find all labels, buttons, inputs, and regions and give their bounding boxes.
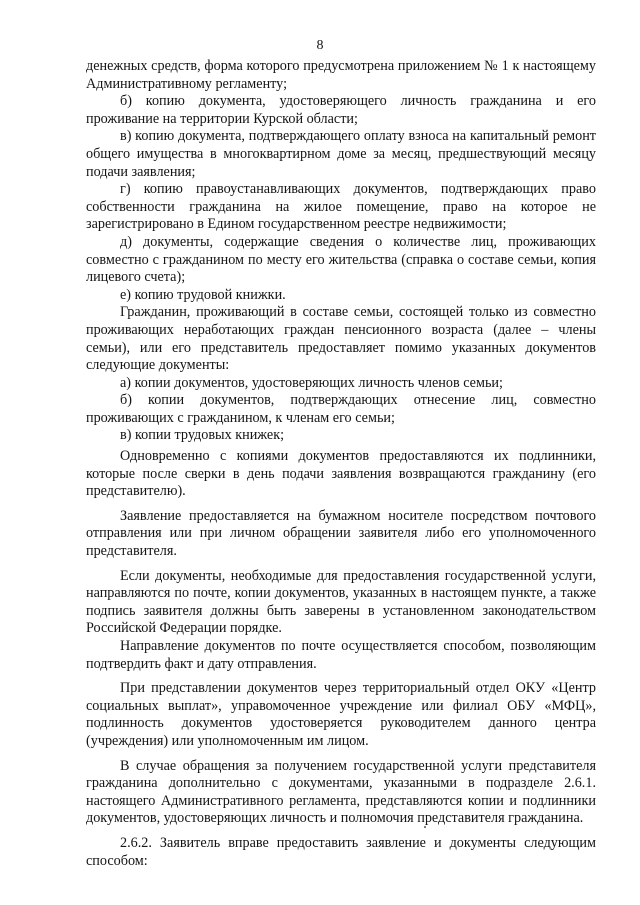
paragraph-mail-confirmation: Направление документов по почте осуществляется способом, позволяющим подтвердить факт и дату отправления. — [86, 638, 596, 672]
paragraph-continuation: денежных средств, форма которого предусмотрена приложением № 1 к настоящему Административному регламенту; — [86, 58, 596, 92]
list-item-e: е) копию трудовой книжки. — [120, 286, 286, 303]
page-number: 8 — [316, 38, 324, 53]
list-item-v: в) копию документа, подтверждающего оплату взноса на капитальный ремонт общего имущества в многоквартирном доме за месяц, предшествующий месяцу подачи заявления; — [86, 128, 596, 180]
family-list-item-b: б) копии документов, подтверждающих отнесение лиц, совместно проживающих с гражданином, к членам его семьи; — [86, 392, 596, 426]
list-item-b: б) копию документа, удостоверяющего личность гражданина и его проживание на территории Курской области; — [86, 93, 596, 127]
list-item-g: г) копию правоустанавливающих документов, подтверждающих право собственности гражданина на жилое помещение, право на которое не зарегистрировано в Едином государственном реестре недвижимости; — [86, 181, 596, 233]
family-list-item-a: а) копии документов, удостоверяющих личность членов семьи; — [120, 374, 503, 391]
paragraph-representative: В случае обращения за получением государственной услуги представителя гражданина дополнительно с документами, указанными в подразделе 2.6.1. настоящего Административного регламента, представляются копии и подлинники документов, удостоверяющих личность и полномочия представителя гражданина. — [86, 757, 596, 827]
paragraph-territorial-office: При представлении документов через территориальный отдел ОКУ «Центр социальных выплат», управомоченное учреждение или филиал ОБУ «МФЦ», подлинность документов удостоверяется руководителем данного центра (учреждения) или уполномоченным им лицом. — [86, 680, 596, 749]
paragraph-originals: Одновременно с копиями документов предоставляются их подлинники, которые после сверки в день подачи заявления возвращаются гражданину (его представителю). — [86, 448, 596, 500]
scan-speck — [424, 826, 426, 828]
section-2-6-2: 2.6.2. Заявитель вправе предоставить заявление и документы следующим способом: — [86, 834, 596, 869]
paragraph-submission: Заявление предоставляется на бумажном носителе посредством почтового отправления или при личном обращении заявителя либо его уполномоченного представителя. — [86, 507, 596, 560]
paragraph-family-members: Гражданин, проживающий в составе семьи, состоящей только из совместно проживающих неработающих граждан пенсионного возраста (далее – члены семьи), или его представитель предоставляет помимо указанных документов следующие документы: — [86, 304, 596, 374]
document-body — [86, 58, 596, 870]
family-list-item-v: в) копии трудовых книжек; — [120, 427, 285, 444]
paragraph-mail: Если документы, необходимые для предоставления государственной услуги, направляются по почте, копии документов, указанных в настоящем пункте, а также подпись заявителя должны быть заверены в установленном законодательством Российской Федерации порядке. — [86, 567, 596, 637]
list-item-d: д) документы, содержащие сведения о количестве лиц, проживающих совместно с гражданином по месту его жительства (справка о составе семьи, копия лицевого счета); — [86, 233, 596, 286]
